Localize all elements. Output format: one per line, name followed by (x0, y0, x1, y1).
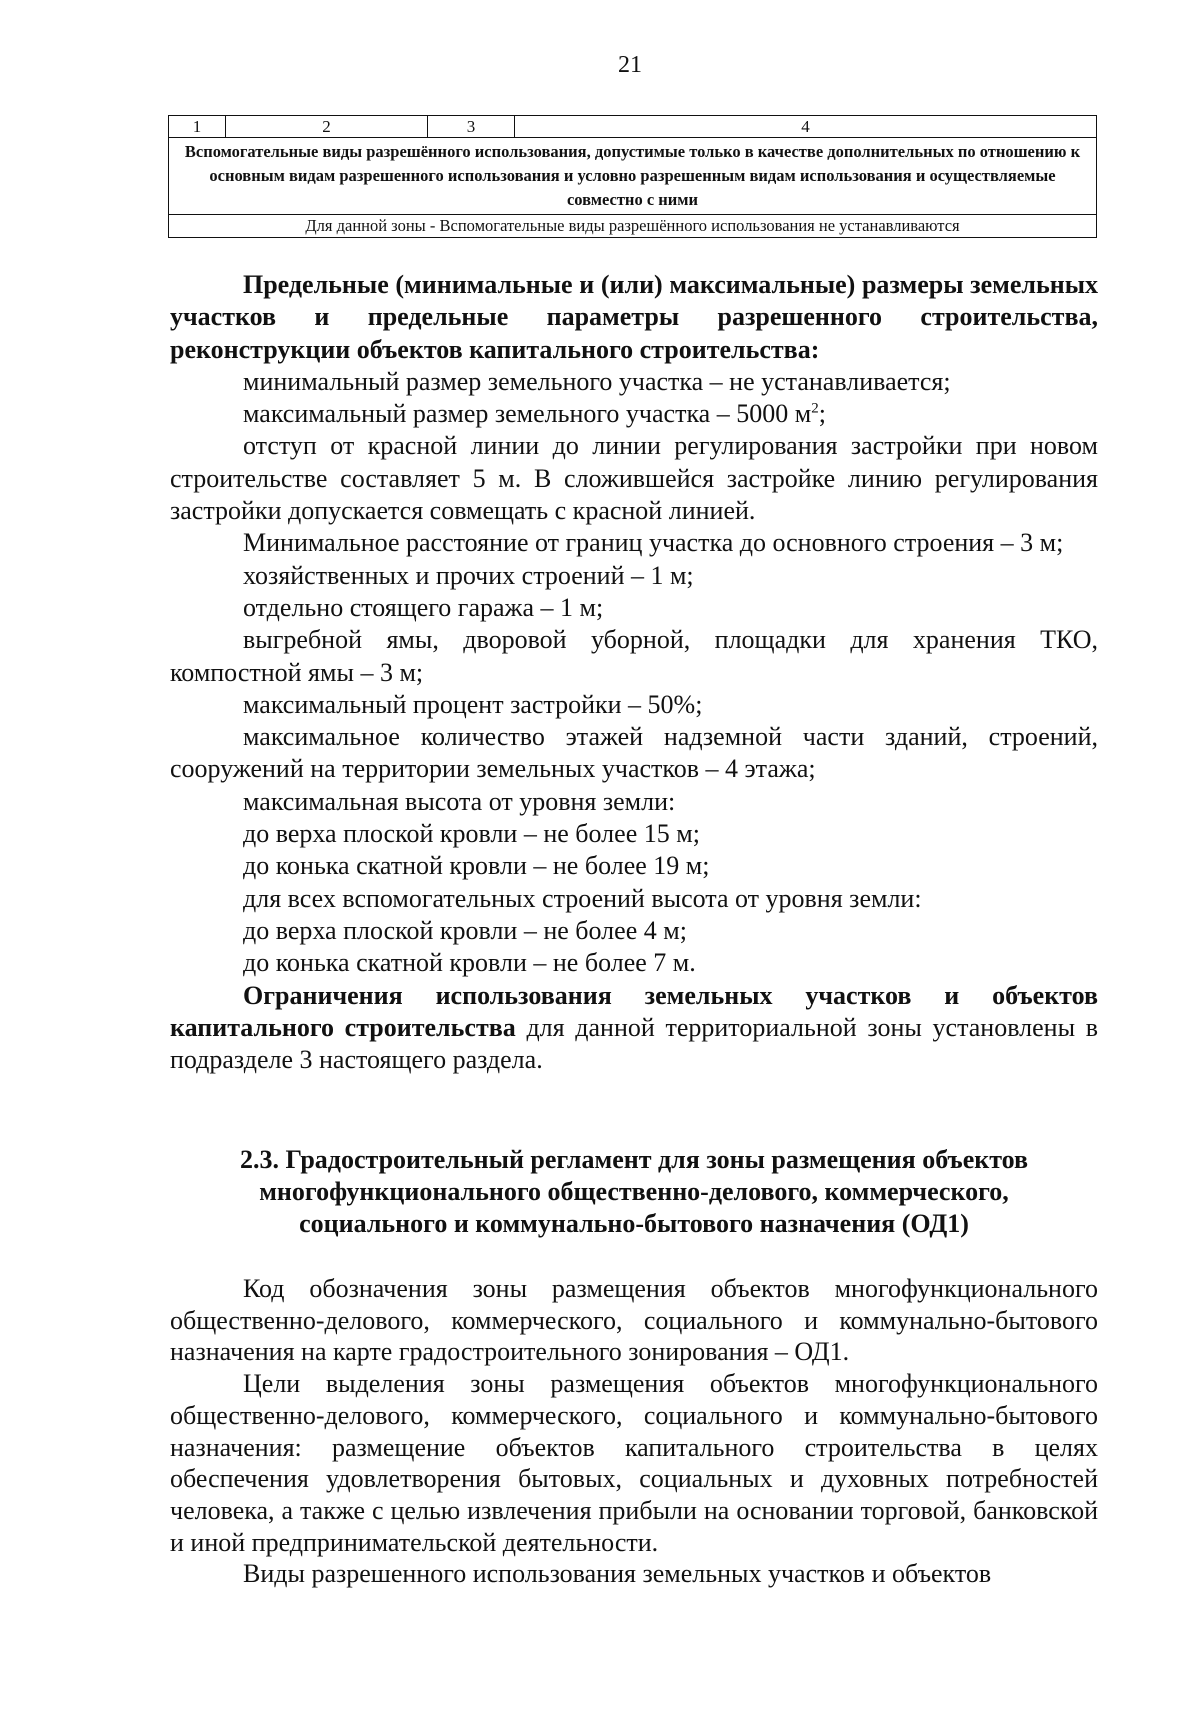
table-note: Для данной зоны - Вспомогательные виды разрешённого использования не устанавливаются (169, 215, 1097, 238)
max-floors-paragraph: максимальное количество этажей надземной части зданий, строений, сооружений на территории земельных участков – 4 этажа; (170, 722, 1098, 784)
aux-pitched-roof-line: до конька скатной кровли – не более 7 м. (243, 948, 696, 978)
cesspool-paragraph: выгребной ямы, дворовой уборной, площадки для хранения ТКО, компостной ямы – 3 м; (170, 625, 1098, 687)
min-distance-paragraph: Минимальное расстояние от границ участка до основного строения – 3 м; (243, 528, 1064, 558)
regulation-table (168, 115, 1097, 238)
permitted-use-line: Виды разрешенного использования земельных участков и объектов (243, 1559, 992, 1589)
zone-goals-paragraph: Цели выделения зоны размещения объектов многофункционального общественно-делового, коммерческого, социального и коммунально-бытового назначения: размещение объектов капитального строительства в целях обеспечения удовлетворения бытовых, социальных и духовных потребностей человека, а также с целью извлечения прибыли на основании торговой, банковской и иной предпринимательской деятельности. (170, 1369, 1098, 1557)
household-line: хозяйственных и прочих строений – 1 м; (243, 560, 694, 590)
section-2-3-heading-line: 2.3. Градостроительный регламент для зоны размещения объектов (239, 1145, 1029, 1174)
min-size-line: минимальный размер земельного участка – не устанавливается; (243, 366, 951, 396)
max-size-line (170, 398, 1098, 430)
table-section-header-row (169, 138, 1097, 215)
table-column-number: 3 (428, 116, 515, 138)
max-percent-line: максимальный процент застройки – 50%; (243, 689, 703, 719)
aux-flat-roof-line: до верха плоской кровли – не более 4 м; (243, 915, 687, 945)
max-height-line: максимальная высота от уровня земли: (243, 786, 676, 816)
restrictions-paragraph (170, 980, 1098, 1077)
section-2-3-heading (170, 1144, 1098, 1240)
table-section-header: Вспомогательные виды разрешённого использования, допустимые только в качестве дополнительных по отношению к основным видам разрешенного использования и условно разрешенным видам использования и осуществляемые совместно с ними (169, 138, 1097, 215)
max-size-text: максимальный размер земельного участка – 5000 м (243, 399, 812, 429)
table-note-row (169, 215, 1097, 238)
flat-roof-line: до верха плоской кровли – не более 15 м; (243, 819, 700, 849)
garage-line: отдельно стоящего гаража – 1 м; (243, 592, 604, 622)
section-2-3-heading-line: многофункционального общественно-делового, коммерческого, (259, 1177, 1009, 1206)
table-column-numbers-row (169, 116, 1097, 138)
limits-heading: Предельные (минимальные и (или) максимальные) размеры земельных участков и предельные параметры разрешенного строительства, реконструкции объектов капитального строительства: (170, 270, 1098, 364)
limits-section (170, 269, 1098, 1076)
setback-paragraph: отступ от красной линии до линии регулирования застройки при новом строительстве составляет 5 м. В сложившейся застройке линию регулирования застройки допускается совмещать с красной линией. (170, 431, 1098, 526)
max-size-suffix: ; (818, 399, 826, 429)
zone-code-paragraph: Код обозначения зоны размещения объектов многофункционального общественно-делового, коммерческого, социального и коммунально-бытового назначения на карте градостроительного зонирования – ОД1. (170, 1274, 1098, 1367)
table-column-number: 1 (169, 116, 226, 138)
pitched-roof-line: до конька скатной кровли – не более 19 м; (243, 851, 710, 881)
max-size-superscript: 2 (811, 400, 819, 417)
section-2-3-body (170, 1273, 1098, 1590)
page-number: 21 (618, 52, 642, 78)
restrictions-bold: Ограничения использования земельных участков и объектов капитального строительства (170, 980, 1098, 1042)
aux-height-line: для всех вспомогательных строений высота от уровня земли: (243, 883, 922, 913)
restrictions-rest: для данной территориальной зоны установлены в подразделе 3 настоящего раздела. (170, 1012, 1098, 1075)
table-column-number: 2 (226, 116, 428, 138)
section-2-3-heading-line: социального и коммунально-бытового назначения (ОД1) (299, 1209, 969, 1238)
table-column-number: 4 (515, 116, 1097, 138)
